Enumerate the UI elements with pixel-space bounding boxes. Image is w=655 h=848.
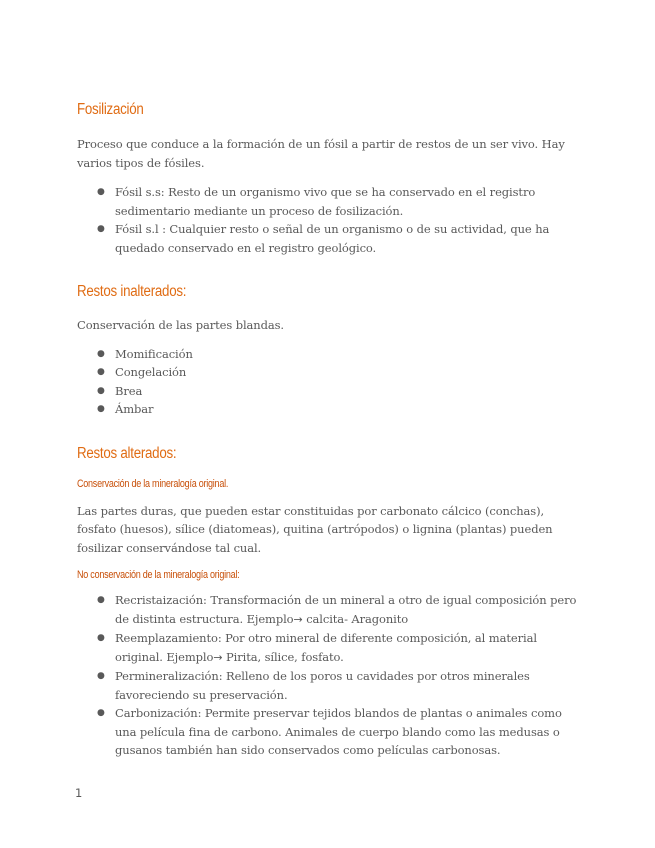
list-item: [77, 345, 579, 364]
list-item: [77, 591, 579, 629]
subheading-conservacion: Conservación de la mineralogía original.: [77, 477, 229, 490]
list-item: [77, 220, 579, 257]
list-no-conservacion: [77, 591, 579, 760]
page-number: 1: [75, 786, 83, 800]
paragraph-fosilizacion-intro: Proceso que conduce a la formación de un fósil a partir de restos de un ser vivo. Hay varios tipos de fósiles.: [77, 137, 565, 170]
list-item-text: Momificación: [115, 346, 193, 361]
list-item-text: Congelación: [115, 365, 187, 379]
bullet-icon: ●: [97, 671, 105, 681]
list-item: [77, 629, 579, 667]
list-item-text: Fósil s.l : Cualquier resto o señal de un organismo o de su actividad, que ha quedado conservado en el registro geológico.: [115, 222, 550, 255]
heading-restos-inalterados: Restos inalterados:: [77, 283, 187, 300]
list-item-text: Reemplazamiento: Por otro mineral de diferente composición, al material original. Ejemplo: [115, 631, 537, 664]
bullet-icon: ●: [97, 633, 105, 643]
list-item: [77, 400, 579, 419]
heading-fosilizacion: Fosilización: [77, 101, 144, 118]
list-item-text: Brea: [115, 383, 143, 398]
subheading-no-conservacion: No conservación de la mineralogía original:: [77, 569, 240, 581]
list-item-text: Pirita, sílice, fosfato.: [222, 649, 344, 664]
right-arrow-icon: →: [293, 612, 303, 626]
paragraph-conservacion: Las partes duras, que pueden estar constituidas por carbonato cálcico (conchas), fosfato (huesos), sílice (diatomeas), quitina (artrópodos) o lignina (plantas) pueden fosilizar conservándose tal cual.: [77, 503, 553, 555]
list-item-text: calcita- Aragonito: [302, 611, 409, 626]
list-item-text: Carbonización: Permite preservar tejidos blandos de plantas o animales como una película fina de carbono. Animales de cuerpo blando como las medusas o gusanos también han sido conservados como películas carbonosas.: [115, 706, 562, 757]
right-arrow-icon: →: [213, 650, 223, 664]
bullet-icon: ●: [97, 404, 105, 414]
bullet-icon: ●: [97, 385, 105, 396]
list-item-text: Ámbar: [115, 402, 154, 416]
heading-restos-alterados: Restos alterados:: [77, 444, 177, 462]
document-body: [77, 101, 579, 760]
bullet-icon: ●: [97, 348, 105, 359]
bullet-icon: ●: [97, 367, 105, 377]
paragraph-inalterados-intro: Conservación de las partes blandas.: [77, 318, 284, 332]
list-item-text: Permineralización: Relleno de los poros u cavidades por otros minerales favoreciendo su preservación.: [115, 669, 530, 702]
bullet-icon: ●: [97, 187, 105, 197]
list-item: [77, 363, 579, 382]
list-item: [77, 667, 579, 704]
list-item-text: Recristaización: Transformación de un mineral a otro de igual composición pero de distinta estructura. Ejemplo: [115, 593, 577, 626]
bullet-icon: ●: [97, 708, 105, 718]
list-item: [77, 183, 579, 220]
list-item-text: Fósil s.s: Resto de un organismo vivo que se ha conservado en el registro sedimentario mediante un proceso de fosilización.: [115, 185, 536, 218]
list-fosil-types: [77, 183, 579, 257]
list-item: [77, 704, 579, 760]
bullet-icon: ●: [97, 224, 105, 234]
bullet-icon: ●: [97, 595, 105, 605]
list-item: [77, 382, 579, 401]
list-inalterados: [77, 345, 579, 419]
